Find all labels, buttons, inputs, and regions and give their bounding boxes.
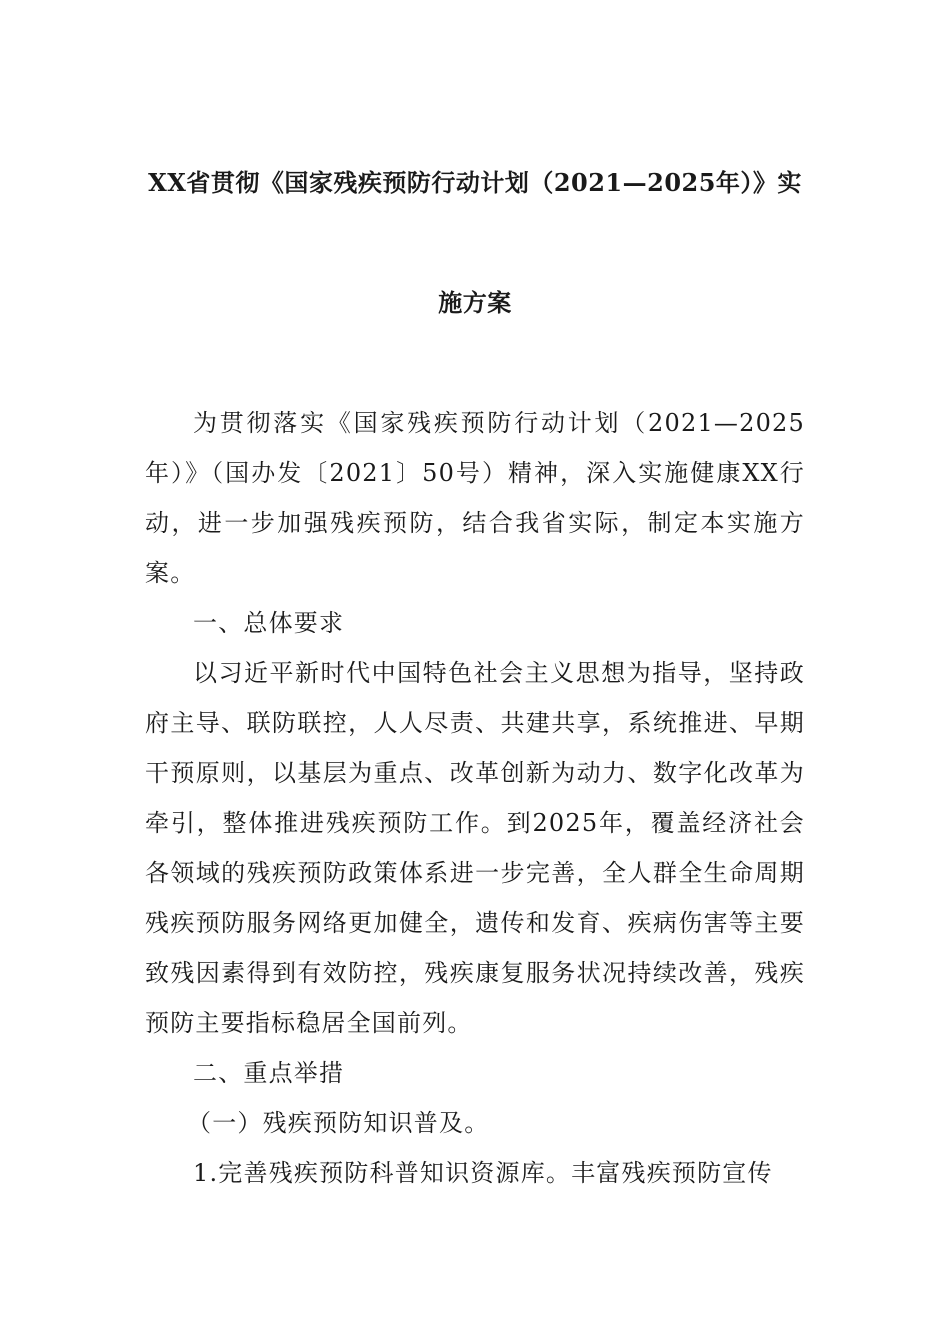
measure-item-1: 1.完善残疾预防科普知识资源库。丰富残疾预防宣传 xyxy=(193,1159,773,1187)
document-title-line-1: XX省贯彻《国家残疾预防行动计划（2021—2025年）》实 xyxy=(148,168,802,197)
intro-paragraph: 为贯彻落实《国家残疾预防行动计划（2021—2025年）》（国办发〔2021〕50号）精神，深入实施健康XX行动，进一步加强残疾预防，结合我省实际，制定本实施方案。 xyxy=(145,409,805,587)
document-body xyxy=(145,398,805,1198)
section-heading-general-requirements: 一、总体要求 xyxy=(193,609,345,637)
section-heading-key-measures: 二、重点举措 xyxy=(193,1059,345,1087)
general-requirements-paragraph: 以习近平新时代中国特色社会主义思想为指导，坚持政府主导、联防联控，人人尽责、共建共享，系统推进、早期干预原则，以基层为重点、改革创新为动力、数字化改革为牵引，整体推进残疾预防工作。到2025年，覆盖经济社会各领域的残疾预防政策体系进一步完善，全人群全生命周期残疾预防服务网络更加健全，遗传和发育、疾病伤害等主要致残因素得到有效防控，残疾康复服务状况持续改善，残疾预防主要指标稳居全国前列。 xyxy=(145,659,805,1037)
subsection-heading-knowledge: （一）残疾预防知识普及。 xyxy=(187,1109,490,1137)
document-title-line-2: 施方案 xyxy=(438,288,512,317)
